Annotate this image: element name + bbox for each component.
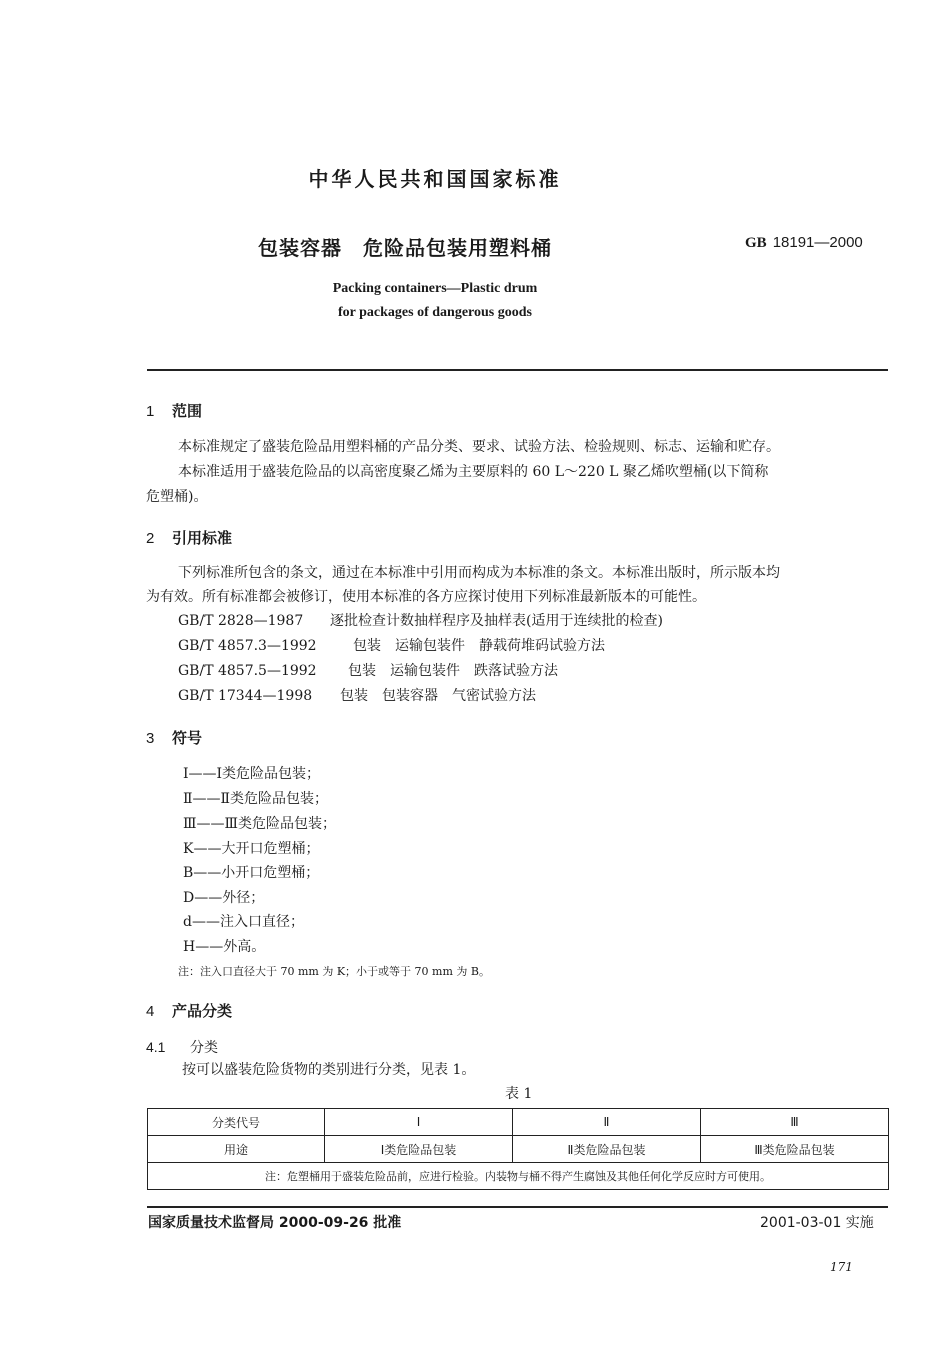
reference-item [178,635,605,655]
section-heading-references [146,527,232,548]
symbol-item: D——外径； [183,890,265,906]
reference-item [178,660,558,680]
english-title-line2: for packages of dangerous goods [338,305,532,320]
section-heading-scope [146,400,202,421]
table-note: 注：危塑桶用于盛装危险品前，应进行检验。内装物与桶不得产生腐蚀及其他任何化学反应时方可使用。 [148,1163,889,1190]
reference-title: 包装 包装容器 气密试验方法 [340,688,536,704]
section-heading-classification [146,1000,232,1021]
section-title: 符号 [172,729,203,747]
section-number: 2 [146,530,155,547]
table-cell: Ⅱ [513,1109,701,1136]
symbol-item: d——注入口直径； [183,914,304,930]
approval-date: 国家质量技术监督局 2000-09-26 批准 [148,1215,402,1231]
symbol-note: 注：注入口直径大于 70 mm 为 K；小于或等于 70 mm 为 B。 [178,965,490,978]
reference-code: GB/T 17344—1998 [178,688,313,704]
section-title: 引用标准 [172,529,233,547]
paragraph: 本标准适用于盛装危险品的以高密度聚乙烯为主要原料的 60 L～220 L 聚乙烯吹塑桶(以下简称 [178,464,769,480]
paragraph: 危塑桶)。 [146,489,208,505]
subsection-heading [146,1037,218,1057]
reference-code: GB/T 4857.3—1992 [178,638,317,654]
symbol-item: H——外高。 [183,939,266,955]
table-cell: 分类代号 [148,1109,325,1136]
table-row [148,1109,889,1136]
reference-title: 包装 运输包装件 跌落试验方法 [348,663,558,679]
symbol-item: B——小开口危塑桶； [183,865,320,881]
paragraph: 下列标准所包含的条文，通过在本标准中引用而构成为本标准的条文。本标准出版时，所示版本均 [178,565,780,581]
paragraph: 本标准规定了盛装危险品用塑料桶的产品分类、要求、试验方法、检验规则、标志、运输和贮存。 [178,439,780,455]
table-row [148,1136,889,1163]
table-cell: Ⅲ类危险品包装 [701,1136,889,1163]
standard-number [745,234,863,252]
paragraph: 按可以盛装危险货物的类别进行分类，见表 1。 [182,1062,476,1078]
classification-table [147,1108,889,1190]
table-cell: Ⅱ类危险品包装 [513,1136,701,1163]
reference-code: GB/T 4857.5—1992 [178,663,317,679]
section-number: 1 [146,403,155,420]
symbol-item: Ⅲ——Ⅲ类危险品包装； [183,816,337,832]
table-row [148,1163,889,1190]
reference-item [178,610,663,630]
reference-title: 包装 运输包装件 静载荷堆码试验方法 [353,638,605,654]
reference-item [178,685,536,705]
symbol-item: Ⅰ——Ⅰ类危险品包装； [183,766,321,782]
table-cell: 用途 [148,1136,325,1163]
header-rule [147,369,888,371]
document-title: 包装容器 危险品包装用塑料桶 [258,236,552,260]
section-number: 4 [146,1003,155,1020]
section-number: 3 [146,730,155,747]
reference-code: GB/T 2828—1987 [178,613,304,629]
standard-code: 18191—2000 [772,234,863,251]
english-title-line1: Packing containers—Plastic drum [332,281,538,296]
effective-date: 2001-03-01 实施 [760,1215,874,1231]
section-title: 范围 [172,402,203,420]
footer-rule [147,1206,888,1208]
reference-title: 逐批检查计数抽样程序及抽样表(适用于连续批的检查) [330,613,663,629]
table-cell: Ⅲ [701,1109,889,1136]
standard-prefix: GB [745,235,767,251]
table-cell: Ⅰ [325,1109,513,1136]
subsection-title: 分类 [190,1040,218,1056]
section-title: 产品分类 [172,1002,233,1020]
symbol-item: Ⅱ——Ⅱ类危险品包装； [183,791,329,807]
table-cell: Ⅰ类危险品包装 [325,1136,513,1163]
paragraph: 为有效。所有标准都会被修订，使用本标准的各方应探讨使用下列标准最新版本的可能性。 [146,589,706,605]
subsection-number: 4.1 [146,1039,166,1055]
symbol-item: K——大开口危塑桶； [183,841,320,857]
section-heading-symbols [146,727,202,748]
page-number: 171 [830,1260,853,1274]
table-caption: 表 1 [505,1086,533,1102]
national-standard-title: 中华人民共和国国家标准 [308,167,562,191]
